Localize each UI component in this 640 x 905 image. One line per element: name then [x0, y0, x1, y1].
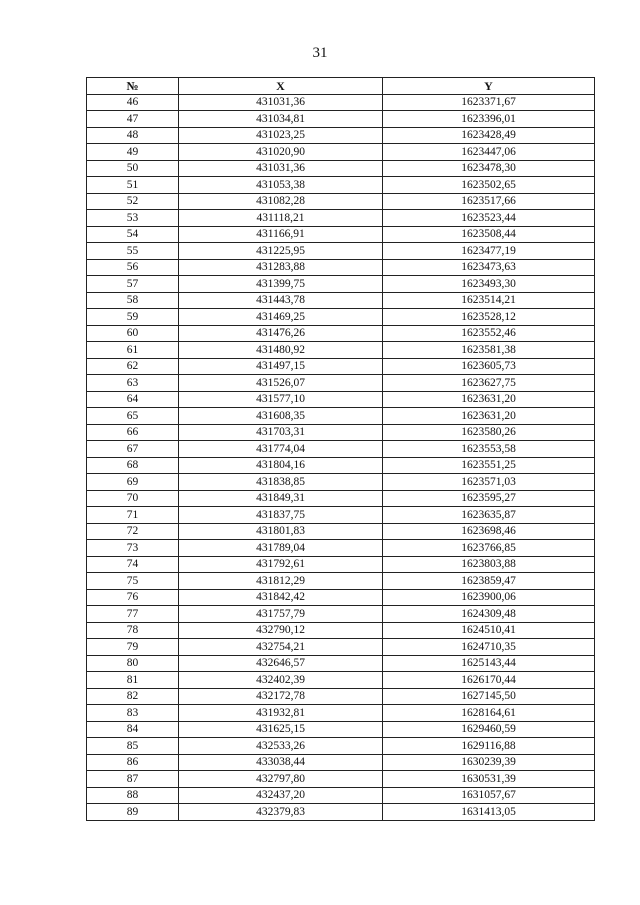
- table-row: [87, 606, 595, 623]
- cell-y: 1623803,88: [383, 556, 595, 573]
- cell-x: 431031,36: [179, 160, 383, 177]
- cell-number: 76: [87, 589, 179, 606]
- header-number: №: [87, 78, 179, 95]
- cell-number: 60: [87, 325, 179, 342]
- cell-number: 71: [87, 507, 179, 524]
- header-x: X: [179, 78, 383, 95]
- cell-y: 1623508,44: [383, 226, 595, 243]
- cell-number: 49: [87, 144, 179, 161]
- cell-number: 78: [87, 622, 179, 639]
- cell-number: 53: [87, 210, 179, 227]
- table-row: [87, 342, 595, 359]
- cell-y: 1630239,39: [383, 754, 595, 771]
- cell-number: 57: [87, 276, 179, 293]
- cell-x: 431469,25: [179, 309, 383, 326]
- table-row: [87, 688, 595, 705]
- cell-x: 431031,36: [179, 94, 383, 111]
- table-row: [87, 292, 595, 309]
- table-row: [87, 457, 595, 474]
- cell-x: 431812,29: [179, 573, 383, 590]
- cell-number: 67: [87, 441, 179, 458]
- cell-x: 431023,25: [179, 127, 383, 144]
- coordinates-table: [86, 77, 595, 821]
- cell-x: 432754,21: [179, 639, 383, 656]
- cell-number: 50: [87, 160, 179, 177]
- cell-x: 432790,12: [179, 622, 383, 639]
- cell-x: 431082,28: [179, 193, 383, 210]
- cell-x: 431801,83: [179, 523, 383, 540]
- cell-number: 86: [87, 754, 179, 771]
- cell-x: 431034,81: [179, 111, 383, 128]
- cell-y: 1623371,67: [383, 94, 595, 111]
- cell-number: 46: [87, 94, 179, 111]
- table-row: [87, 738, 595, 755]
- cell-y: 1631057,67: [383, 787, 595, 804]
- table-row: [87, 193, 595, 210]
- table-row: [87, 672, 595, 689]
- cell-x: 431225,95: [179, 243, 383, 260]
- cell-y: 1629460,59: [383, 721, 595, 738]
- table-row: [87, 556, 595, 573]
- page-number: 31: [312, 45, 328, 61]
- cell-y: 1631413,05: [383, 804, 595, 821]
- cell-x: 431166,91: [179, 226, 383, 243]
- cell-y: 1623631,20: [383, 408, 595, 425]
- cell-number: 63: [87, 375, 179, 392]
- cell-y: 1623514,21: [383, 292, 595, 309]
- cell-x: 432797,80: [179, 771, 383, 788]
- cell-y: 1623551,25: [383, 457, 595, 474]
- cell-x: 431838,85: [179, 474, 383, 491]
- cell-number: 80: [87, 655, 179, 672]
- cell-y: 1623396,01: [383, 111, 595, 128]
- cell-number: 58: [87, 292, 179, 309]
- cell-y: 1623580,26: [383, 424, 595, 441]
- cell-x: 431283,88: [179, 259, 383, 276]
- table-row: [87, 655, 595, 672]
- table-row: [87, 325, 595, 342]
- cell-number: 82: [87, 688, 179, 705]
- table-row: [87, 111, 595, 128]
- cell-x: 432402,39: [179, 672, 383, 689]
- header-y: Y: [383, 78, 595, 95]
- cell-number: 84: [87, 721, 179, 738]
- cell-y: 1623502,65: [383, 177, 595, 194]
- cell-x: 432533,26: [179, 738, 383, 755]
- table-row: [87, 490, 595, 507]
- cell-x: 431789,04: [179, 540, 383, 557]
- cell-number: 66: [87, 424, 179, 441]
- cell-y: 1623595,27: [383, 490, 595, 507]
- table-row: [87, 523, 595, 540]
- cell-number: 65: [87, 408, 179, 425]
- cell-y: 1623605,73: [383, 358, 595, 375]
- table-row: [87, 408, 595, 425]
- cell-y: 1625143,44: [383, 655, 595, 672]
- cell-number: 83: [87, 705, 179, 722]
- table-row: [87, 160, 595, 177]
- table-row: [87, 391, 595, 408]
- cell-x: 431625,15: [179, 721, 383, 738]
- cell-number: 79: [87, 639, 179, 656]
- cell-x: 431932,81: [179, 705, 383, 722]
- cell-number: 64: [87, 391, 179, 408]
- cell-y: 1624309,48: [383, 606, 595, 623]
- cell-x: 431577,10: [179, 391, 383, 408]
- cell-number: 89: [87, 804, 179, 821]
- table-row: [87, 540, 595, 557]
- cell-x: 432646,57: [179, 655, 383, 672]
- cell-number: 70: [87, 490, 179, 507]
- cell-y: 1623627,75: [383, 375, 595, 392]
- table-row: [87, 259, 595, 276]
- cell-number: 74: [87, 556, 179, 573]
- cell-y: 1623635,87: [383, 507, 595, 524]
- cell-number: 68: [87, 457, 179, 474]
- cell-y: 1623859,47: [383, 573, 595, 590]
- cell-x: 431804,16: [179, 457, 383, 474]
- cell-x: 431608,35: [179, 408, 383, 425]
- cell-x: 431399,75: [179, 276, 383, 293]
- cell-x: 431849,31: [179, 490, 383, 507]
- table-row: [87, 771, 595, 788]
- table-row: [87, 441, 595, 458]
- cell-y: 1623523,44: [383, 210, 595, 227]
- table-row: [87, 804, 595, 821]
- cell-y: 1630531,39: [383, 771, 595, 788]
- table-row: [87, 787, 595, 804]
- cell-x: 432172,78: [179, 688, 383, 705]
- cell-x: 431480,92: [179, 342, 383, 359]
- cell-number: 87: [87, 771, 179, 788]
- cell-x: 431837,75: [179, 507, 383, 524]
- cell-y: 1627145,50: [383, 688, 595, 705]
- cell-x: 431757,79: [179, 606, 383, 623]
- cell-x: 431118,21: [179, 210, 383, 227]
- cell-x: 432379,83: [179, 804, 383, 821]
- cell-x: 431774,04: [179, 441, 383, 458]
- cell-number: 85: [87, 738, 179, 755]
- cell-x: 431792,61: [179, 556, 383, 573]
- table-row: [87, 243, 595, 260]
- cell-y: 1623553,58: [383, 441, 595, 458]
- cell-number: 62: [87, 358, 179, 375]
- cell-x: 432437,20: [179, 787, 383, 804]
- cell-y: 1624510,41: [383, 622, 595, 639]
- table-row: [87, 622, 595, 639]
- cell-x: 431020,90: [179, 144, 383, 161]
- cell-y: 1623631,20: [383, 391, 595, 408]
- cell-number: 81: [87, 672, 179, 689]
- table-row: [87, 127, 595, 144]
- cell-y: 1623766,85: [383, 540, 595, 557]
- cell-y: 1623900,06: [383, 589, 595, 606]
- table-row: [87, 474, 595, 491]
- table-row: [87, 144, 595, 161]
- cell-y: 1623571,03: [383, 474, 595, 491]
- cell-y: 1623428,49: [383, 127, 595, 144]
- cell-number: 88: [87, 787, 179, 804]
- table-row: [87, 210, 595, 227]
- cell-x: 431526,07: [179, 375, 383, 392]
- table-row: [87, 573, 595, 590]
- cell-y: 1623581,38: [383, 342, 595, 359]
- cell-y: 1623473,63: [383, 259, 595, 276]
- cell-y: 1624710,35: [383, 639, 595, 656]
- table-row: [87, 705, 595, 722]
- cell-number: 54: [87, 226, 179, 243]
- cell-x: 431443,78: [179, 292, 383, 309]
- cell-number: 52: [87, 193, 179, 210]
- table-row: [87, 589, 595, 606]
- cell-number: 75: [87, 573, 179, 590]
- table-row: [87, 276, 595, 293]
- cell-y: 1623698,46: [383, 523, 595, 540]
- table-body: [87, 94, 595, 820]
- cell-number: 72: [87, 523, 179, 540]
- table-header-row: [87, 78, 595, 95]
- cell-y: 1629116,88: [383, 738, 595, 755]
- table-row: [87, 639, 595, 656]
- cell-x: 431053,38: [179, 177, 383, 194]
- cell-y: 1623477,19: [383, 243, 595, 260]
- cell-x: 431703,31: [179, 424, 383, 441]
- table-row: [87, 309, 595, 326]
- cell-y: 1623478,30: [383, 160, 595, 177]
- cell-number: 59: [87, 309, 179, 326]
- table-row: [87, 424, 595, 441]
- cell-number: 61: [87, 342, 179, 359]
- table-row: [87, 177, 595, 194]
- cell-y: 1626170,44: [383, 672, 595, 689]
- cell-y: 1623493,30: [383, 276, 595, 293]
- table-row: [87, 358, 595, 375]
- cell-y: 1628164,61: [383, 705, 595, 722]
- cell-y: 1623517,66: [383, 193, 595, 210]
- table-row: [87, 375, 595, 392]
- cell-number: 56: [87, 259, 179, 276]
- cell-x: 431476,26: [179, 325, 383, 342]
- cell-y: 1623528,12: [383, 309, 595, 326]
- table-row: [87, 721, 595, 738]
- cell-number: 73: [87, 540, 179, 557]
- table-row: [87, 754, 595, 771]
- cell-x: 431842,42: [179, 589, 383, 606]
- cell-number: 55: [87, 243, 179, 260]
- cell-number: 48: [87, 127, 179, 144]
- cell-number: 69: [87, 474, 179, 491]
- table-row: [87, 226, 595, 243]
- cell-x: 433038,44: [179, 754, 383, 771]
- cell-x: 431497,15: [179, 358, 383, 375]
- cell-y: 1623552,46: [383, 325, 595, 342]
- cell-number: 47: [87, 111, 179, 128]
- cell-number: 51: [87, 177, 179, 194]
- table-row: [87, 507, 595, 524]
- cell-y: 1623447,06: [383, 144, 595, 161]
- cell-number: 77: [87, 606, 179, 623]
- table-row: [87, 94, 595, 111]
